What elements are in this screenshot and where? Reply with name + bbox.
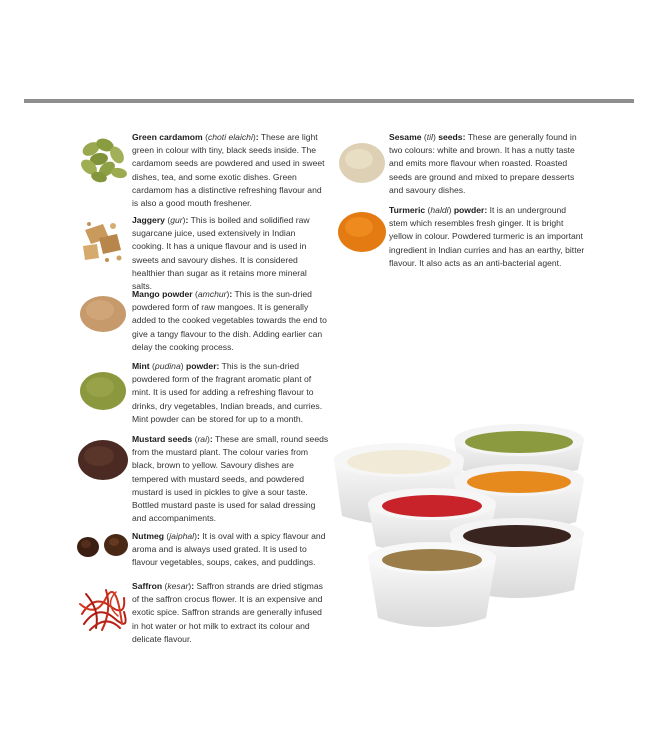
entry-sesame: Sesame (til) seeds: These are generally found in two colours: white and brown. It has a nutty taste and emits more flavour when roasted. Roasted seeds are ground and mixed to prepare desserts and savoury dishes. [389, 132, 577, 195]
sesame-seeds-icon [338, 139, 386, 185]
entry-turmeric: Turmeric (haldi) powder: It is an underground stem which resembles fresh ginger. It is bright yellow in colour. Powdered turmeric is an important ingredient in Indian curries and has an earthy, bitter flavour. It also acts as an anti-bacterial agent. [389, 205, 585, 268]
green-cardamom-icon [77, 133, 129, 185]
entry-jaggery: Jaggery (gur): This is boiled and solidified raw sugarcane juice, used extensively in Indian cooking. It has a unique flavour and is used in sweets and savoury dishes. It is considered healthier than sugar as it retains more mineral salts. [132, 215, 310, 292]
entry-green-cardamom: Green cardamom (choti elaichi): These are light green in colour with tiny, black seeds inside. The cardamom seeds are powdered and used in sweet dishes, tea, and some exotic dishes. Green cardamom has a distinctive refreshing flavour and is also a good mouth freshener. [132, 132, 325, 209]
mustard-seeds-icon [77, 436, 129, 482]
spice-bowls-photo [328, 422, 594, 640]
turmeric-powder-icon [337, 206, 387, 254]
nutmeg-icon [74, 531, 132, 561]
mint-powder-icon [78, 367, 128, 413]
entry-saffron: Saffron (kesar): Saffron strands are dried stigmas of the saffron crocus flower. It is an expensive and exotic spice. Saffron strands are generally infused in hot water or hot milk to extract its colour and delicate flavour. [132, 581, 323, 644]
saffron-icon [76, 584, 128, 634]
entry-mustard-seeds: Mustard seeds (rai): These are small, round seeds from the mustard plant. The colour varies from black, brown to yellow. Savoury dishes are tempered with mustard seeds, and powdered mustard is used in pickles to give a sour taste. Bottled mustard paste is used for salad dressing and accompaniments. [132, 434, 329, 524]
jaggery-icon [77, 216, 127, 266]
entry-nutmeg: Nutmeg (jaiphal): It is oval with a spicy flavour and aroma and is always used grated. It is used to flavour vegetables, soups, cakes, and puddings. [132, 531, 326, 568]
entry-mango-powder: Mango powder (amchur): This is the sun-dried powdered form of raw mangoes. It is generally added to the cooked vegetables towards the end to give a tangy flavour to the dish. Adding earlier can delay the cooking process. [132, 289, 327, 352]
entry-mint-powder: Mint (pudina) powder: This is the sun-dried powdered form of the fragrant aromatic plant of mint. It is used for adding a refreshing flavour to drinks, dry vegetables, Indian breads, and curries. Mint powder can be stored for up to a month. [132, 361, 323, 424]
header-rule [24, 99, 634, 103]
mango-powder-icon [78, 288, 128, 334]
